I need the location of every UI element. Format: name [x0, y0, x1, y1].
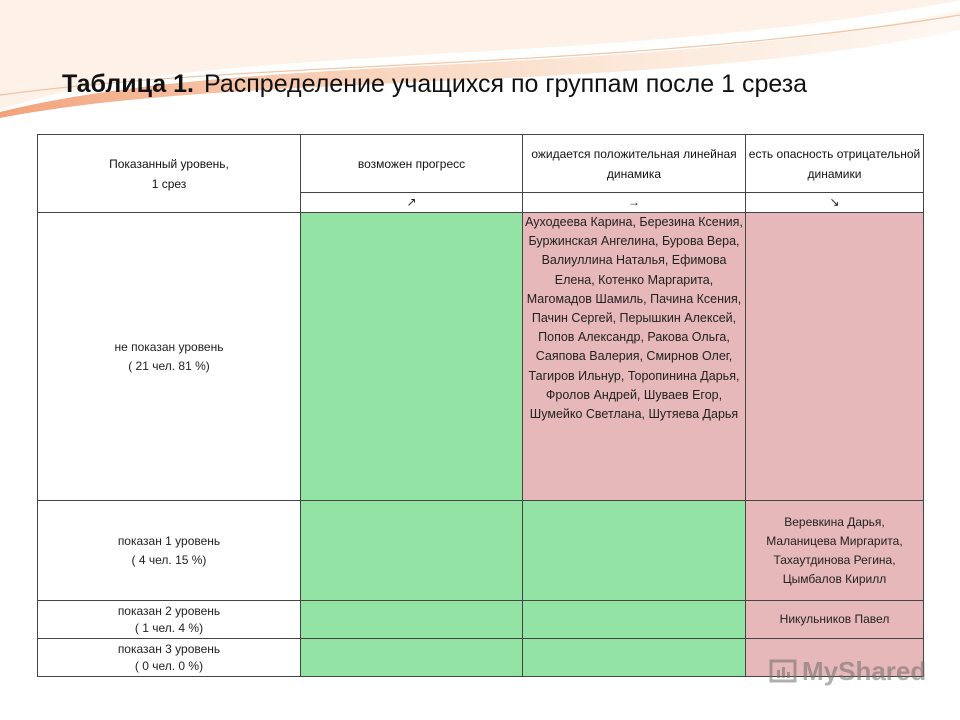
- level-cell: [38, 639, 301, 677]
- progress-cell: [301, 601, 523, 639]
- linear-cell: Ауходеева Карина, Березина Ксения, Буржинская Ангелина, Бурова Вера, Валиуллина Наталья, Ефимова Елена, Котенко Маргарита, Магомадов Шамиль, Пачина Ксения, Пачин Сергей, Перышкин Алексей, Попов Александр, Ракова Ольга, Саяпова Валерия, Смирнов Олег, Тагиров Ильнур, Торопинина Дарья, Фролов Андрей, Шуваев Егор, Шумейко Светлана, Шутяева Дарья: [523, 213, 746, 501]
- page-title: [62, 70, 807, 99]
- level-count: ( 21 чел. 81 %): [128, 358, 210, 373]
- table-row: [38, 213, 924, 501]
- level-cell: [38, 501, 301, 601]
- linear-cell: [523, 501, 746, 601]
- header-linear: ожидается положительная линейная динамика: [523, 135, 746, 193]
- arrow-right-icon: →: [523, 193, 746, 213]
- title-label: Таблица 1.: [62, 70, 194, 98]
- header-progress: возможен прогресс: [301, 135, 523, 193]
- level-label: показан 2 уровень: [117, 603, 221, 618]
- table-row: [38, 501, 924, 601]
- level-count: ( 0 чел. 0 %): [134, 658, 204, 673]
- header-level: Показанный уровень, 1 срез: [38, 135, 301, 213]
- level-label: не показан уровень: [114, 339, 224, 354]
- level-cell: [38, 601, 301, 639]
- watermark: [768, 656, 926, 687]
- level-label: показан 1 уровень: [117, 533, 221, 548]
- decorative-swoosh: [0, 0, 960, 120]
- level-count: ( 1 чел. 4 %): [134, 620, 204, 635]
- arrow-up-right-icon: ↗: [301, 193, 523, 213]
- arrow-down-right-icon: ↘: [746, 193, 924, 213]
- level-count: ( 4 чел. 15 %): [131, 552, 207, 567]
- watermark-text: MyShared: [802, 656, 927, 686]
- level-cell: [38, 213, 301, 501]
- distribution-table: [37, 134, 924, 677]
- presentation-icon: [768, 658, 798, 686]
- header-negative: есть опасность отрицательной динамики: [746, 135, 924, 193]
- negative-cell: Веревкина Дарья, Маланицева Миргарита, Тахаутдинова Регина, Цымбалов Кирилл: [746, 501, 924, 601]
- table-row: [38, 601, 924, 639]
- linear-cell: [523, 639, 746, 677]
- title-text: Распределение учащихся по группам после 1 среза: [204, 70, 808, 98]
- progress-cell: [301, 213, 523, 501]
- linear-cell: [523, 601, 746, 639]
- progress-cell: [301, 501, 523, 601]
- negative-cell: [746, 213, 924, 501]
- negative-cell: Никульников Павел: [746, 601, 924, 639]
- level-label: показан 3 уровень: [117, 641, 221, 656]
- progress-cell: [301, 639, 523, 677]
